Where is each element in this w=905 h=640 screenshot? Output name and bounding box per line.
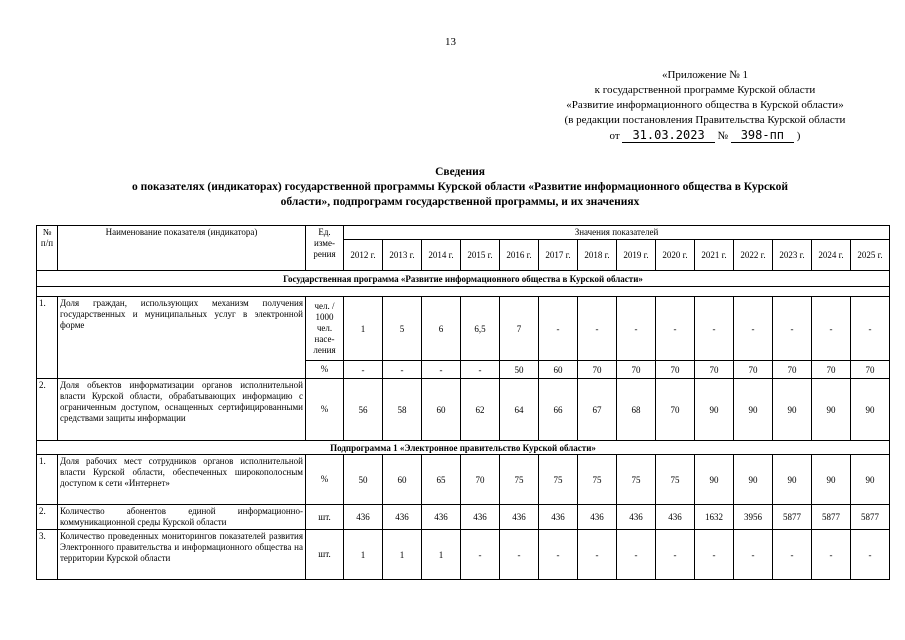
indicators-table [36,225,890,580]
appendix-date-line [520,128,890,144]
year-cell: 2025 г. [851,240,890,271]
value-cell: 56 [344,379,383,441]
value-cell: - [695,530,734,580]
year-cell: 2017 г. [539,240,578,271]
value-cell: 436 [344,505,383,530]
value-cell: - [344,361,383,379]
value-cell: 436 [539,505,578,530]
value-cell: 436 [461,505,500,530]
unit-cell: чел. / 1000 чел. насе-ления [306,297,344,361]
value-cell: - [617,297,656,361]
unit-cell: шт. [306,505,344,530]
resolution-date: 31.03.2023 [622,128,714,143]
value-cell: - [734,297,773,361]
value-cell: 70 [617,361,656,379]
value-cell: 5877 [851,505,890,530]
value-cell: - [851,530,890,580]
year-cell: 2015 г. [461,240,500,271]
value-cell: 90 [851,455,890,505]
value-cell: 1 [422,530,461,580]
value-cell: - [656,530,695,580]
row-number: 1. [37,455,58,505]
indicator-name: Доля рабочих мест сотрудников органов исполнительной власти Курской области, обеспеченных широкополосным доступом к сети «Интернет» [58,455,306,505]
value-cell: - [578,530,617,580]
value-cell: 75 [500,455,539,505]
value-cell: 70 [578,361,617,379]
indicator-name: Количество проведенных мониторингов показателей развития Электронного правительства и информационного общества на территории Курской области [58,530,306,580]
value-cell: - [773,530,812,580]
appendix-line-2: к государственной программе Курской области [594,84,816,96]
value-cell: 3956 [734,505,773,530]
value-cell: - [539,297,578,361]
year-cell: 2021 г. [695,240,734,271]
value-cell: 70 [773,361,812,379]
value-cell: 60 [539,361,578,379]
value-cell: 6,5 [461,297,500,361]
value-cell: 75 [539,455,578,505]
row-number: 2. [37,379,58,441]
section-subprogram-1: Подпрограмма 1 «Электронное правительство Курской области» [37,441,890,455]
value-cell: 50 [344,455,383,505]
appendix-header [520,68,890,144]
value-cell: - [383,361,422,379]
year-cell: 2019 г. [617,240,656,271]
value-cell: 90 [734,379,773,441]
indicator-name: Доля объектов информатизации органов исполнительной власти Курской области, обрабатывающих информацию с ограниченным доступом, оснащенных сертифицированными средствами защиты информации [58,379,306,441]
year-cell: 2023 г. [773,240,812,271]
value-cell: 90 [695,455,734,505]
value-cell: 70 [851,361,890,379]
title-line-2: о показателях (индикаторах) государственной программы Курской области «Развитие информационного общества в Курской [132,181,788,193]
value-cell: 90 [812,455,851,505]
table-row [37,505,890,530]
value-cell: 5877 [773,505,812,530]
value-cell: 5 [383,297,422,361]
value-cell: 70 [734,361,773,379]
value-cell: - [539,530,578,580]
value-cell: - [578,297,617,361]
header-num: № п/п [37,226,58,271]
value-cell: 436 [656,505,695,530]
value-cell: - [773,297,812,361]
value-cell: 5877 [812,505,851,530]
resolution-number: 398-пп [731,128,794,143]
value-cell: - [461,361,500,379]
value-cell: 70 [812,361,851,379]
table-row [37,455,890,505]
document-title [60,165,860,210]
title-line-3: области», подпрограмм государственной программы, и их значениях [280,196,640,208]
from-label: от [609,130,620,142]
title-line-1: Сведения [435,166,485,178]
value-cell: 65 [422,455,461,505]
number-label: № [717,130,728,142]
year-cell: 2020 г. [656,240,695,271]
value-cell: 68 [617,379,656,441]
appendix-line-4: (в редакции постановления Правительства Курской области [564,114,846,126]
value-cell: - [617,530,656,580]
appendix-line-1: «Приложение № 1 [661,69,749,81]
unit-cell: % [306,379,344,441]
value-cell: 75 [578,455,617,505]
unit-cell: % [306,455,344,505]
value-cell: 60 [383,455,422,505]
value-cell: 70 [656,379,695,441]
row-number: 2. [37,505,58,530]
value-cell: - [500,530,539,580]
year-cell: 2016 г. [500,240,539,271]
spacer-row [37,287,890,297]
value-cell: - [695,297,734,361]
value-cell: 70 [695,361,734,379]
year-cell: 2012 г. [344,240,383,271]
indicator-name: Доля граждан, использующих механизм получения государственных и муниципальных услуг в электронной форме [58,297,306,379]
value-cell: 436 [578,505,617,530]
year-cell: 2024 г. [812,240,851,271]
row-number: 1. [37,297,58,379]
unit-cell: шт. [306,530,344,580]
value-cell: 70 [656,361,695,379]
header-name: Наименование показателя (индикатора) [58,226,306,271]
value-cell: 64 [500,379,539,441]
value-cell: 1 [383,530,422,580]
value-cell: 67 [578,379,617,441]
value-cell: 90 [851,379,890,441]
value-cell: 70 [461,455,500,505]
value-cell: 1632 [695,505,734,530]
value-cell: 90 [773,379,812,441]
header-values: Значения показателей [344,226,890,240]
value-cell: 90 [695,379,734,441]
closing-paren: ) [796,130,801,142]
section-state-program: Государственная программа «Развитие информационного общества в Курской области» [37,271,890,287]
value-cell: 90 [812,379,851,441]
row-number: 3. [37,530,58,580]
year-cell: 2013 г. [383,240,422,271]
value-cell: - [656,297,695,361]
year-cell: 2018 г. [578,240,617,271]
value-cell: 436 [617,505,656,530]
value-cell: 75 [617,455,656,505]
value-cell: 1 [344,530,383,580]
year-cell: 2022 г. [734,240,773,271]
value-cell: 436 [422,505,461,530]
value-cell: - [812,530,851,580]
value-cell: 6 [422,297,461,361]
value-cell: 66 [539,379,578,441]
value-cell: 90 [734,455,773,505]
value-cell: - [422,361,461,379]
indicator-name: Количество абонентов единой информационно-коммуникационной среды Курской области [58,505,306,530]
value-cell: 58 [383,379,422,441]
value-cell: - [812,297,851,361]
value-cell: 62 [461,379,500,441]
header-unit: Ед. изме-рения [306,226,344,271]
value-cell: 436 [500,505,539,530]
value-cell: 7 [500,297,539,361]
value-cell: 90 [773,455,812,505]
page-number: 13 [445,36,456,48]
appendix-line-3: «Развитие информационного общества в Курской области» [566,99,844,111]
value-cell: 60 [422,379,461,441]
table-row [37,530,890,580]
value-cell: - [461,530,500,580]
value-cell: 75 [656,455,695,505]
year-cell: 2014 г. [422,240,461,271]
value-cell: 436 [383,505,422,530]
table-row [37,379,890,441]
unit-cell: % [306,361,344,379]
value-cell: - [851,297,890,361]
value-cell: 1 [344,297,383,361]
value-cell: 50 [500,361,539,379]
table-row [37,297,890,361]
value-cell: - [734,530,773,580]
